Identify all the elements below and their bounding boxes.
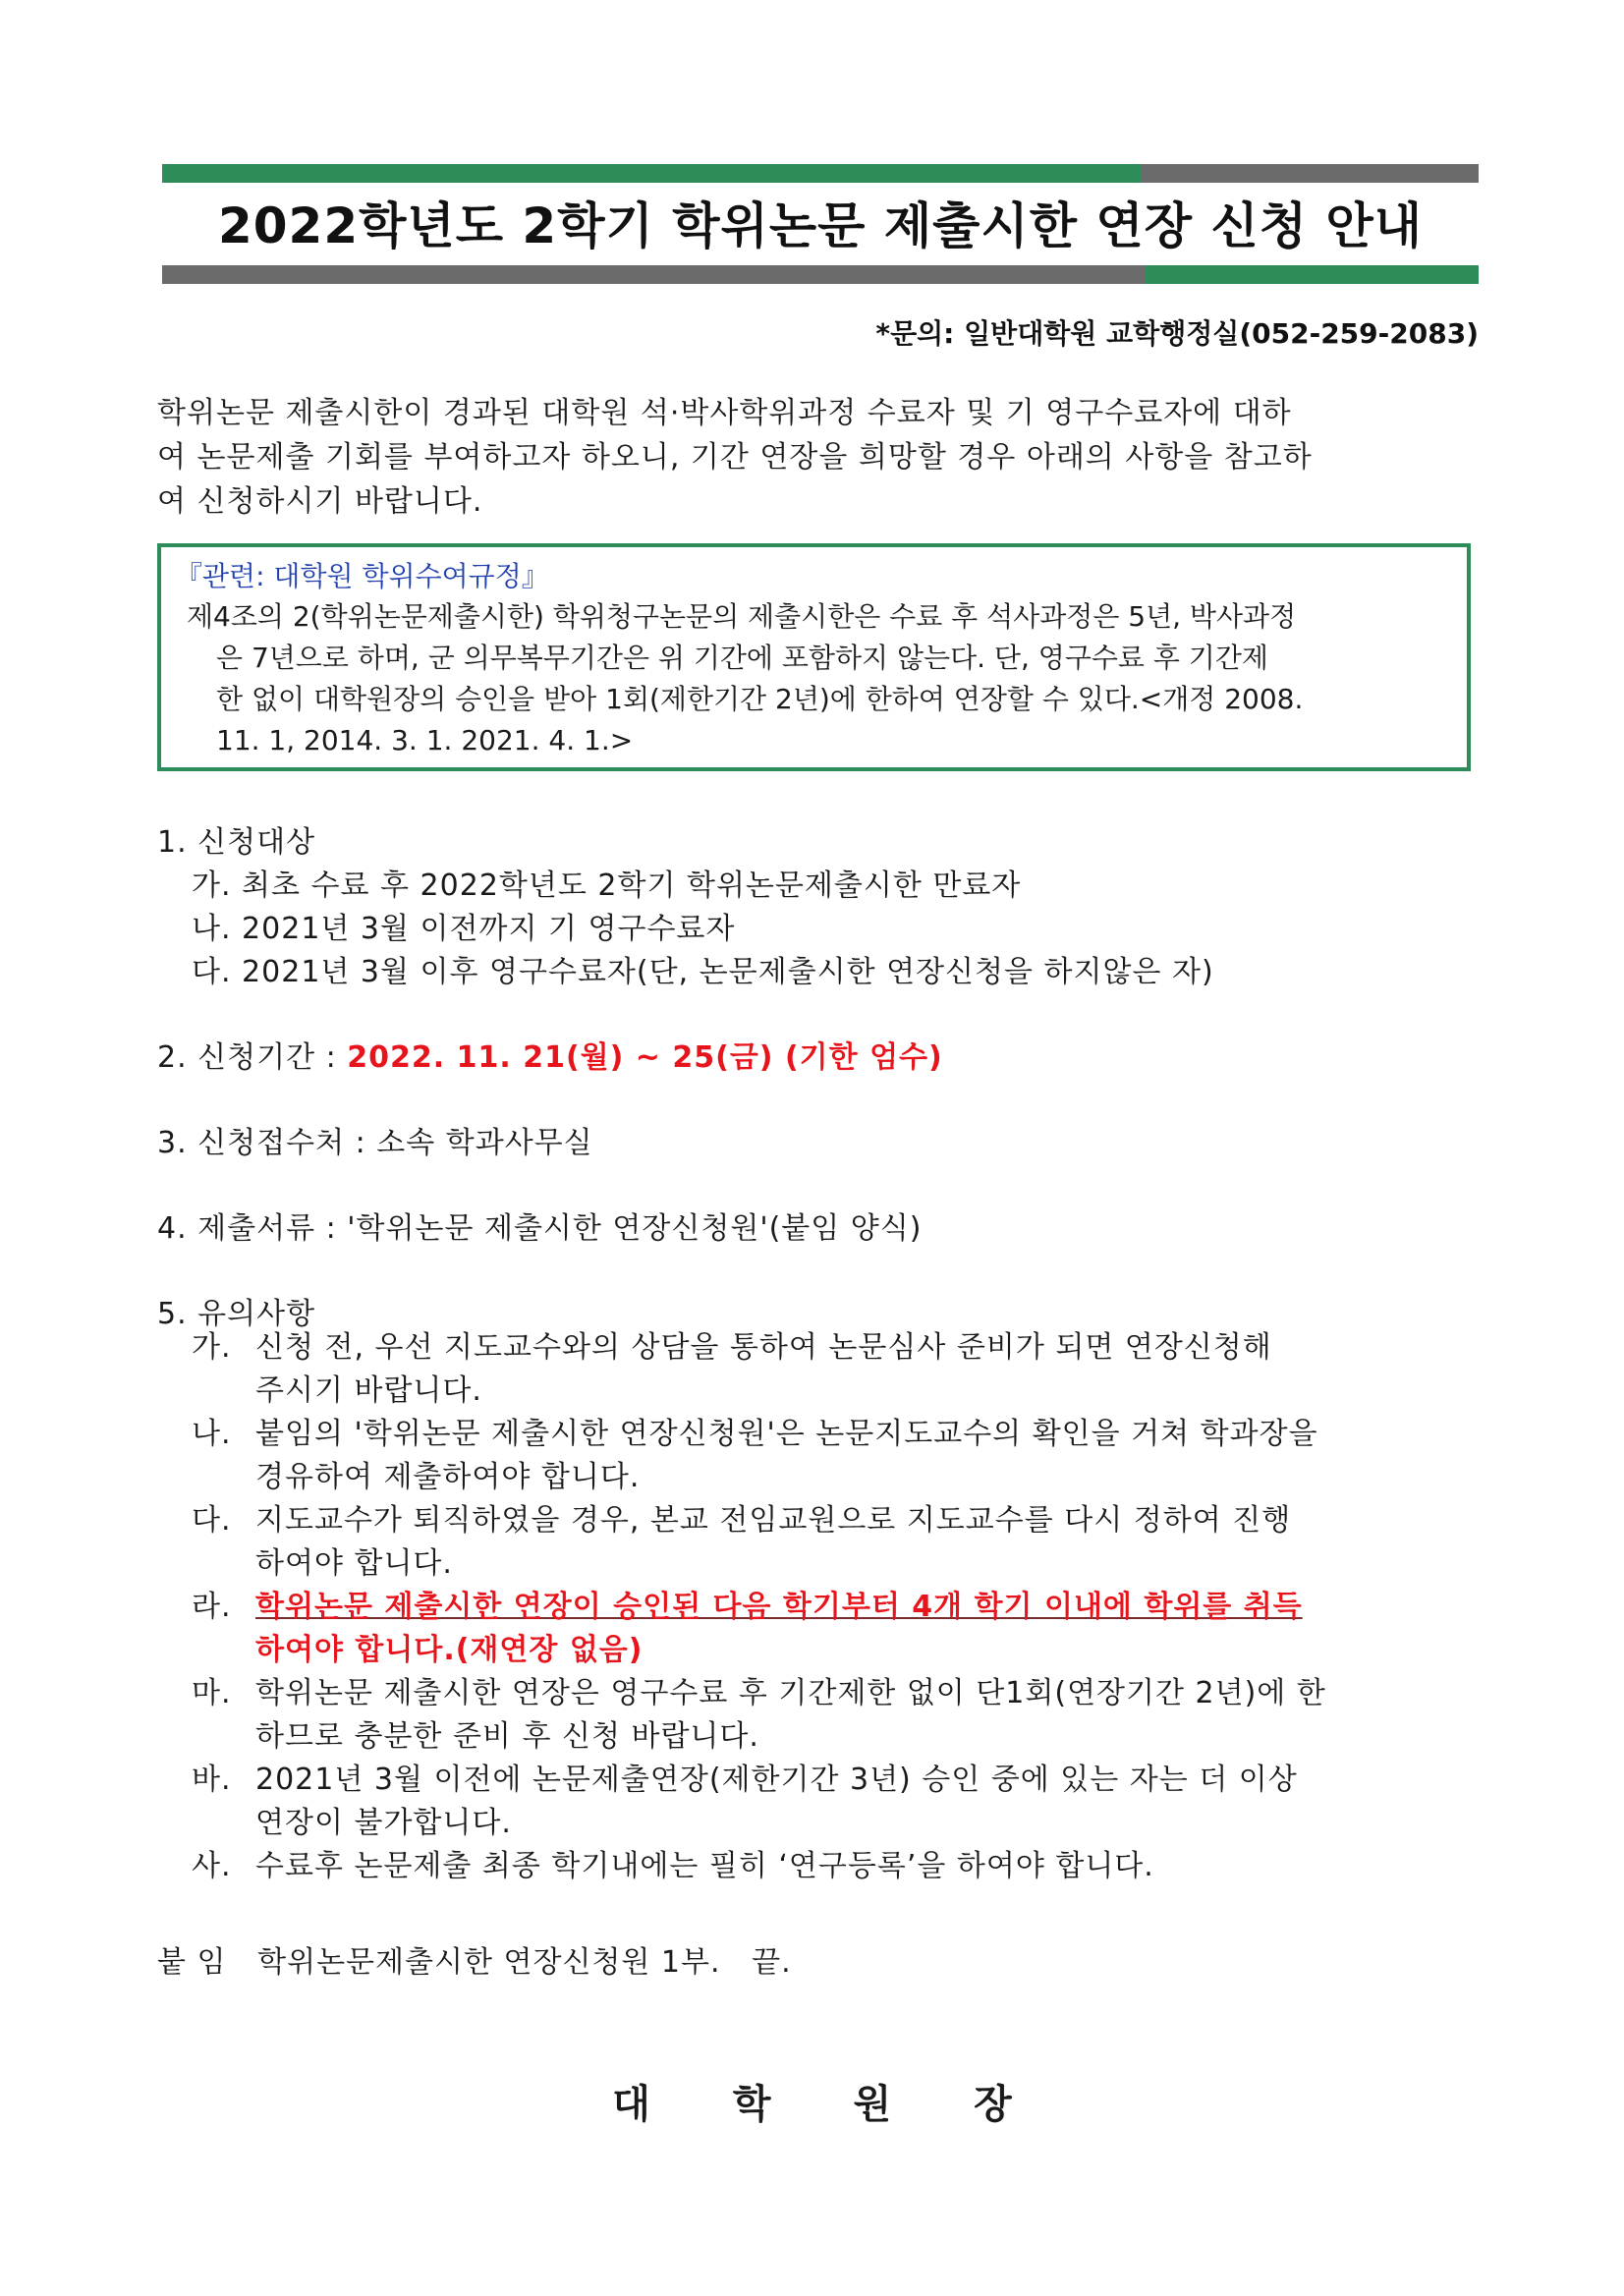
- regulation-title: 『관련: 대학원 학위수여규정』: [175, 560, 549, 592]
- notice-item: [192, 1845, 1477, 1888]
- section-3: 3. 신청접수처 : 소속 학과사무실: [157, 1126, 593, 1160]
- notice-text: 학위논문 제출시한 연장은 영구수료 후 기간제한 없이 단1회(연장기간 2년)에 한: [255, 1676, 1326, 1710]
- signature: [0, 2073, 1624, 2129]
- notice-text: 수료후 논문제출 최종 학기내에는 필히 ‘연구등록’을 하여야 합니다.: [255, 1849, 1154, 1883]
- regulation-line: 제4조의 2(학위논문제출시한) 학위청구논문의 제출시한은 수료 후 석사과정은 5년, 박사과정: [187, 600, 1297, 633]
- section-1-item: 가. 최초 수료 후 2022학년도 2학기 학위논문제출시한 만료자: [192, 868, 1022, 903]
- section-1-item: 다. 2021년 3월 이후 영구수료자(단, 논문제출시한 연장신청을 하지않은 자): [192, 955, 1214, 989]
- notice-label: 가.: [192, 1330, 232, 1365]
- signature-char: 학: [732, 2082, 771, 2127]
- intro-line: 학위논문 제출시한이 경과된 대학원 석·박사학위과정 수료자 및 기 영구수료자에 대하: [157, 396, 1292, 430]
- signature-char: 원: [853, 2082, 892, 2127]
- notice-item: [192, 1326, 1477, 1413]
- intro-line: 여 신청하시기 바랍니다.: [157, 484, 483, 519]
- section-2: [157, 1033, 943, 1076]
- notice-text-cont: 주시기 바랍니다.: [255, 1373, 482, 1408]
- regulation-line: 11. 1, 2014. 3. 1. 2021. 4. 1.>: [216, 724, 634, 756]
- signature-char: 대: [612, 2082, 650, 2127]
- notice-text-cont: 하여야 합니다.: [255, 1546, 453, 1581]
- section-1-item: 나. 2021년 3월 이전까지 기 영구수료자: [192, 912, 736, 946]
- application-period: 2022. 11. 21(월) ~ 25(금) (기한 엄수): [347, 1040, 943, 1075]
- notice-label: 바.: [192, 1763, 232, 1797]
- title-top-bar-gray: [1142, 164, 1479, 183]
- notice-text: 학위논문 제출시한 연장이 승인된 다음 학기부터 4개 학기 이내에 학위를 취득: [255, 1590, 1303, 1624]
- attachment-line: 붙 임 학위논문제출시한 연장신청원 1부. 끝.: [157, 1945, 792, 1980]
- notice-text: 신청 전, 우선 지도교수와의 상담을 통하여 논문심사 준비가 되면 연장신청해: [255, 1330, 1272, 1365]
- signature-char: 장: [974, 2082, 1012, 2127]
- regulation-line: 한 없이 대학원장의 승인을 받아 1회(제한기간 2년)에 한하여 연장할 수 있다.<개정 2008.: [216, 683, 1304, 715]
- title-top-bar-green: [162, 164, 1142, 183]
- notice-label: 마.: [192, 1676, 232, 1710]
- notice-label: 사.: [192, 1849, 232, 1883]
- section-2-label: 2. 신청기간 :: [157, 1040, 348, 1075]
- page-title: 2022학년도 2학기 학위논문 제출시한 연장 신청 안내: [217, 197, 1424, 254]
- intro-paragraph: [157, 391, 1477, 524]
- notice-item: [192, 1413, 1477, 1499]
- notice-text-cont: 하므로 충분한 준비 후 신청 바랍니다.: [255, 1719, 759, 1754]
- section-1-heading: 1. 신청대상: [157, 825, 316, 860]
- notice-text-cont: 연장이 불가합니다.: [255, 1806, 512, 1840]
- notice-label: 다.: [192, 1503, 232, 1538]
- contact-info: *문의: 일반대학원 교학행정실(052-259-2083): [875, 317, 1479, 350]
- notice-text-cont: 경유하여 제출하여야 합니다.: [255, 1460, 641, 1494]
- notice-item: [192, 1759, 1477, 1845]
- title-bottom-bar-gray: [162, 265, 1145, 284]
- regulation-body: [187, 596, 1461, 761]
- notice-text: 붙임의 '학위논문 제출시한 연장신청원'은 논문지도교수의 확인을 거쳐 학과장을: [255, 1417, 1318, 1451]
- notice-text: 지도교수가 퇴직하였을 경우, 본교 전임교원으로 지도교수를 다시 정하여 진행: [255, 1503, 1292, 1538]
- notice-text-cont: 하여야 합니다.(재연장 없음): [255, 1633, 644, 1667]
- section-4: 4. 제출서류 : '학위논문 제출시한 연장신청원'(붙임 양식): [157, 1211, 923, 1246]
- notice-item: [192, 1499, 1477, 1586]
- notice-item: [192, 1672, 1477, 1759]
- notice-label: 나.: [192, 1417, 232, 1451]
- section-5-heading: 5. 유의사항: [157, 1297, 316, 1331]
- notice-label: 라.: [192, 1590, 232, 1624]
- regulation-line: 은 7년으로 하며, 군 의무복무기간은 위 기간에 포함하지 않는다. 단, 영구수료 후 기간제: [216, 642, 1268, 674]
- notice-item-important: [192, 1586, 1477, 1672]
- intro-line: 여 논문제출 기회를 부여하고자 하오니, 기간 연장을 희망할 경우 아래의 사항을 참고하: [157, 440, 1313, 475]
- notice-text: 2021년 3월 이전에 논문제출연장(제한기간 3년) 승인 중에 있는 자는 더 이상: [255, 1763, 1298, 1797]
- title-bottom-bar-green: [1145, 265, 1479, 284]
